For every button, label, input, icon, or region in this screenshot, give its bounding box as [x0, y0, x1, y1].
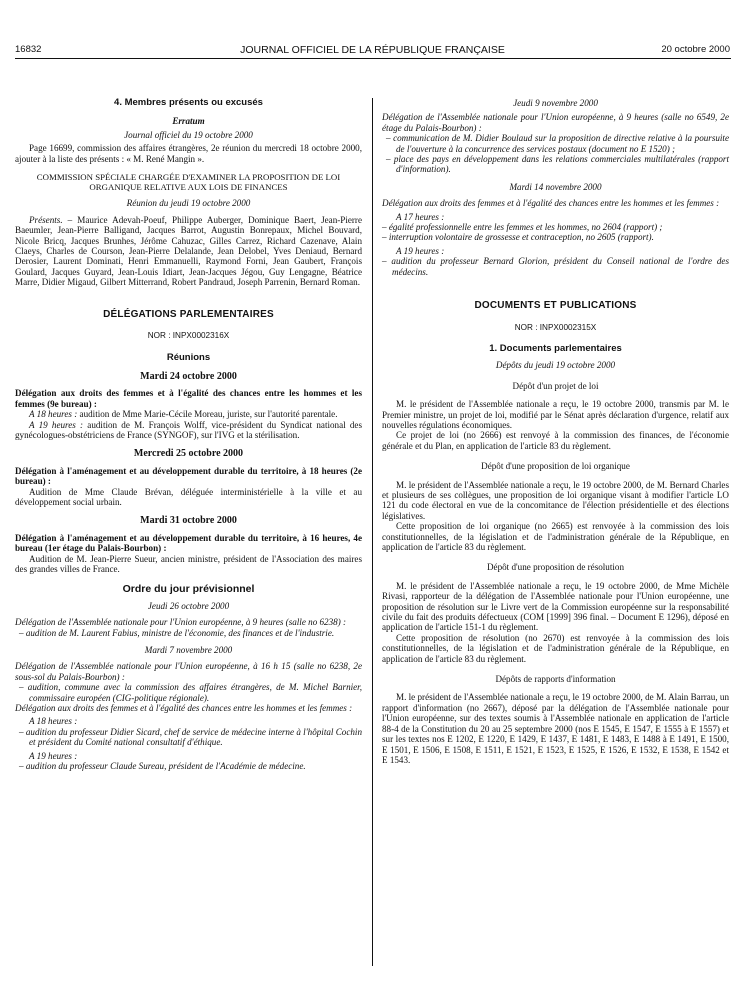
page-header [15, 44, 730, 58]
time-label: A 17 heures : [396, 211, 445, 222]
meeting-date: Mardi 24 octobre 2000 [140, 370, 237, 382]
agenda-item: – audition de M. Laurent Fabius, ministre de l'économie, des finances et de l'industrie. [19, 627, 335, 638]
erratum-title: Erratum [172, 116, 205, 127]
agenda-item: – communication de M. Didier Boulaud sur la proposition de directive relative à la poursuite de l'ouverture à la concurrence des services postaux (document no E 1520) ; [386, 133, 729, 154]
journal-title: JOURNAL OFFICIEL DE LA RÉPUBLIQUE FRANÇAISE [240, 44, 505, 56]
delegation-title: Délégation aux droits des femmes et à l'égalité des chances entre les hommes et les femmes : [15, 703, 353, 714]
reunions-heading: Réunions [166, 351, 211, 363]
meeting-date: Mardi 14 novembre 2000 [509, 181, 602, 192]
delegation-title: Délégation à l'aménagement et au développement durable du territoire, à 16 heures, 4e bureau (1er étage du Palais-Bourbon) : [15, 532, 362, 554]
presents-label: Présents. – [29, 214, 73, 225]
agenda-item: Audition de Mme Claude Brévan, déléguée interministérielle à la ville et au développement social urbain. [15, 486, 362, 507]
deposit-text: M. le président de l'Assemblée nationale a reçu, le 19 octobre 2000, transmis par M. le Premier ministre, un projet de loi, modifié par le Sénat après déclaration d'urgence, relatif aux nouvelles régulations économiques. [382, 399, 729, 430]
agenda-item: A 18 heures : audition de Mme Marie-Cécile Moreau, juriste, sur l'autorité parentale. [29, 409, 338, 420]
deposit-title: Dépôt d'un projet de loi [512, 380, 599, 391]
left-column [15, 98, 362, 772]
agenda-item: – audition du professeur Claude Sureau, président de l'Académie de médecine. [19, 761, 306, 772]
right-column [382, 98, 729, 765]
delegation-title: Délégation de l'Assemblée nationale pour l'Union européenne, à 16 h 15 (salle no 6238, 2e sous-sol du Palais-Bourbon) : [15, 661, 362, 682]
nor-reference: NOR : INPX0002315X [514, 322, 597, 332]
delegation-title: Délégation aux droits des femmes et à l'égalité des chances entre les hommes et les femmes : [382, 198, 720, 209]
delegation-title: Délégation à l'aménagement et au développement durable du territoire, à 18 heures (2e bureau) : [15, 465, 362, 487]
reunion-date: Réunion du jeudi 19 octobre 2000 [126, 198, 251, 209]
meeting-date: Jeudi 26 octobre 2000 [147, 600, 230, 611]
column-divider [372, 98, 373, 966]
erratum-text: Page 16699, commission des affaires étrangères, 2e réunion du mercredi 18 octobre 2000, ajouter à la liste des présents : « M. René Mangin ». [15, 143, 362, 164]
deposit-text: Ce projet de loi (no 2666) est renvoyé à la commission des finances, de l'économie générale et du Plan, en application de l'article 83 du règlement. [382, 430, 729, 451]
deposit-text: M. le président de l'Assemblée nationale a reçu, le 19 octobre 2000, de Mme Michèle Rivasi, rapporteur de la délégation de l'Assemblée nationale pour l'Union européenne, une proposition de résolution sur le Livre vert de la Commission européenne sur la responsabilité civile du fait des produits défectueux (COM [1999] 396 final. – Document E 1296), déposé en application de l'article 151-1 du règlement. [382, 580, 729, 633]
deposit-title: Dépôt d'une proposition de résolution [486, 562, 624, 573]
deposit-text: M. le président de l'Assemblée nationale a reçu, le 19 octobre 2000, de M. Bernard Charles et plusieurs de ses collègues, une proposition de loi organique visant à modifier l'article LO 121 du code électoral en vue de la concomitance de l'élection présidentielle et des élections législatives. [382, 479, 729, 521]
delegation-title: Délégation de l'Assemblée nationale pour l'Union européenne, à 9 heures (salle no 6238) : [15, 617, 347, 628]
agenda-item: – audition du professeur Bernard Glorion, président du Conseil national de l'ordre des médecins. [382, 256, 729, 277]
time-label: A 18 heures : [29, 716, 78, 727]
nor-reference: NOR : INPX0002316X [147, 331, 230, 341]
meeting-date: Mercredi 25 octobre 2000 [133, 448, 244, 460]
time-label: A 19 heures : [29, 750, 78, 761]
agenda-item: – audition du professeur Didier Sicard, chef de service de médecine interne à l'hôpital Cochin et président du Comité national consultatif d'éthique. [19, 726, 362, 748]
deposit-text: Cette proposition de loi organique (no 2665) est renvoyée à la commission des lois constitutionnelles, de la législation et de l'administration générale de la République, en application de l'article 83 du règlement. [382, 521, 729, 552]
meeting-date: Mardi 31 octobre 2000 [140, 515, 237, 527]
delegation-title: Délégation de l'Assemblée nationale pour l'Union européenne, à 9 heures (salle no 6549, 2e étage du Palais-Bourbon) : [382, 112, 729, 133]
delegations-heading: DÉLÉGATIONS PARLEMENTAIRES [103, 308, 274, 320]
page-number: 16832 [15, 44, 42, 55]
header-rule [15, 58, 731, 59]
commission-title: COMMISSION SPÉCIALE CHARGÉE D'EXAMINER LA PROPOSITION DE LOI ORGANIQUE RELATIVE AUX LOIS DE FINANCES [36, 172, 341, 193]
delegation-title: Délégation aux droits des femmes et à l'égalité des chances entre les hommes et les femmes (9e bureau) : [15, 388, 362, 409]
deposit-title: Dépôts de rapports d'information [495, 674, 616, 685]
odj-heading: Ordre du jour prévisionnel [122, 583, 255, 596]
deposit-date: Dépôts du jeudi 19 octobre 2000 [495, 360, 616, 371]
time-label: A 19 heures : [396, 245, 445, 256]
agenda-item: Audition de M. Jean-Pierre Sueur, ancien ministre, président de l'Association des maires des grandes villes de France. [15, 553, 362, 574]
deposit-text: Cette proposition de résolution (no 2670) est renvoyée à la commission des lois constitutionnelles, de la législation et de l'administration générale de la République, en application de l'article 83 du règlement. [382, 632, 729, 664]
agenda-item: – égalité professionnelle entre les femmes et les hommes, no 2604 (rapport) ; [382, 222, 663, 233]
deposit-title: Dépôt d'une proposition de loi organique [481, 461, 630, 472]
issue-date: 20 octobre 2000 [661, 44, 730, 55]
agenda-item: – audition, commune avec la commission des affaires étrangères, de M. Michel Barnier, commissaire européen (CIG-politique régionale). [19, 682, 362, 703]
erratum-ref: Journal officiel du 19 octobre 2000 [124, 129, 253, 140]
presents-list: Présents. – Maurice Adevah-Poeuf, Philippe Auberger, Dominique Baert, Jean-Pierre Baeumler, Jean-Pierre Balligand, Jacques Barrot, Augustin Bonrepaux, Michel Bouvard, Nicole Bricq, Jacques Brunhes, Jérôme Cahuzac, Gilles Carrez, Richard Cazenave, Alain Claeys, Charles de Courson, Jean-Pierre Delalande, Jean Delobel, Yves Deniaud, Bernard Derosier, Laurent Dominati, Henri Emmanuelli, Raymond Forni, Jean Gaubert, François Goulard, Jacques Guyard, Jean-Louis Idiart, Jean-Jacques Jégou, Guy Lengagne, Béatrice Marre, Didier Migaud, Gilbert Mitterrand, Robert Pandraud, Joseph Parrenin, Bernard Roman. [15, 214, 362, 288]
agenda-item: – interruption volontaire de grossesse et contraception, no 2605 (rapport). [382, 232, 654, 243]
section-heading: 4. Membres présents ou excusés [114, 97, 263, 108]
meeting-date: Jeudi 9 novembre 2000 [513, 98, 598, 108]
agenda-item: – place des pays en développement dans les relations commerciales multilatérales (rapport d'information). [386, 154, 729, 175]
deposit-text: M. le président de l'Assemblée nationale a reçu, le 19 octobre 2000, de M. Alain Barrau, un rapport d'information (no 2667), déposé par la délégation de l'Assemblée nationale pour l'Union européenne, sur des textes soumis à l'Assemblée nationale en application de l'article 88-4 de la Constitution du 20 au 25 septembre 2000 (nos E 1545, E 1547, E 1555 à E 1557) et sur les textes nos E 1202, E 1220, E 1429, E 1437, E 1481, E 1483, E 1488 à E 1491, E 1500, E 1501, E 1506, E 1508, E 1511, E 1521, E 1523, E 1525, E 1526, E 1532, E 1538, E 1542 et E 1543. [382, 692, 729, 765]
documents-subheading: 1. Documents parlementaires [489, 342, 622, 354]
meeting-date: Mardi 7 novembre 2000 [144, 645, 233, 656]
agenda-item: A 19 heures : audition de M. François Wolff, vice-président du Syndicat national des gynécologues-obstétriciens de France (SYNGOF), sur l'IVG et la stérilisation. [15, 419, 363, 440]
documents-heading: DOCUMENTS ET PUBLICATIONS [474, 300, 637, 312]
